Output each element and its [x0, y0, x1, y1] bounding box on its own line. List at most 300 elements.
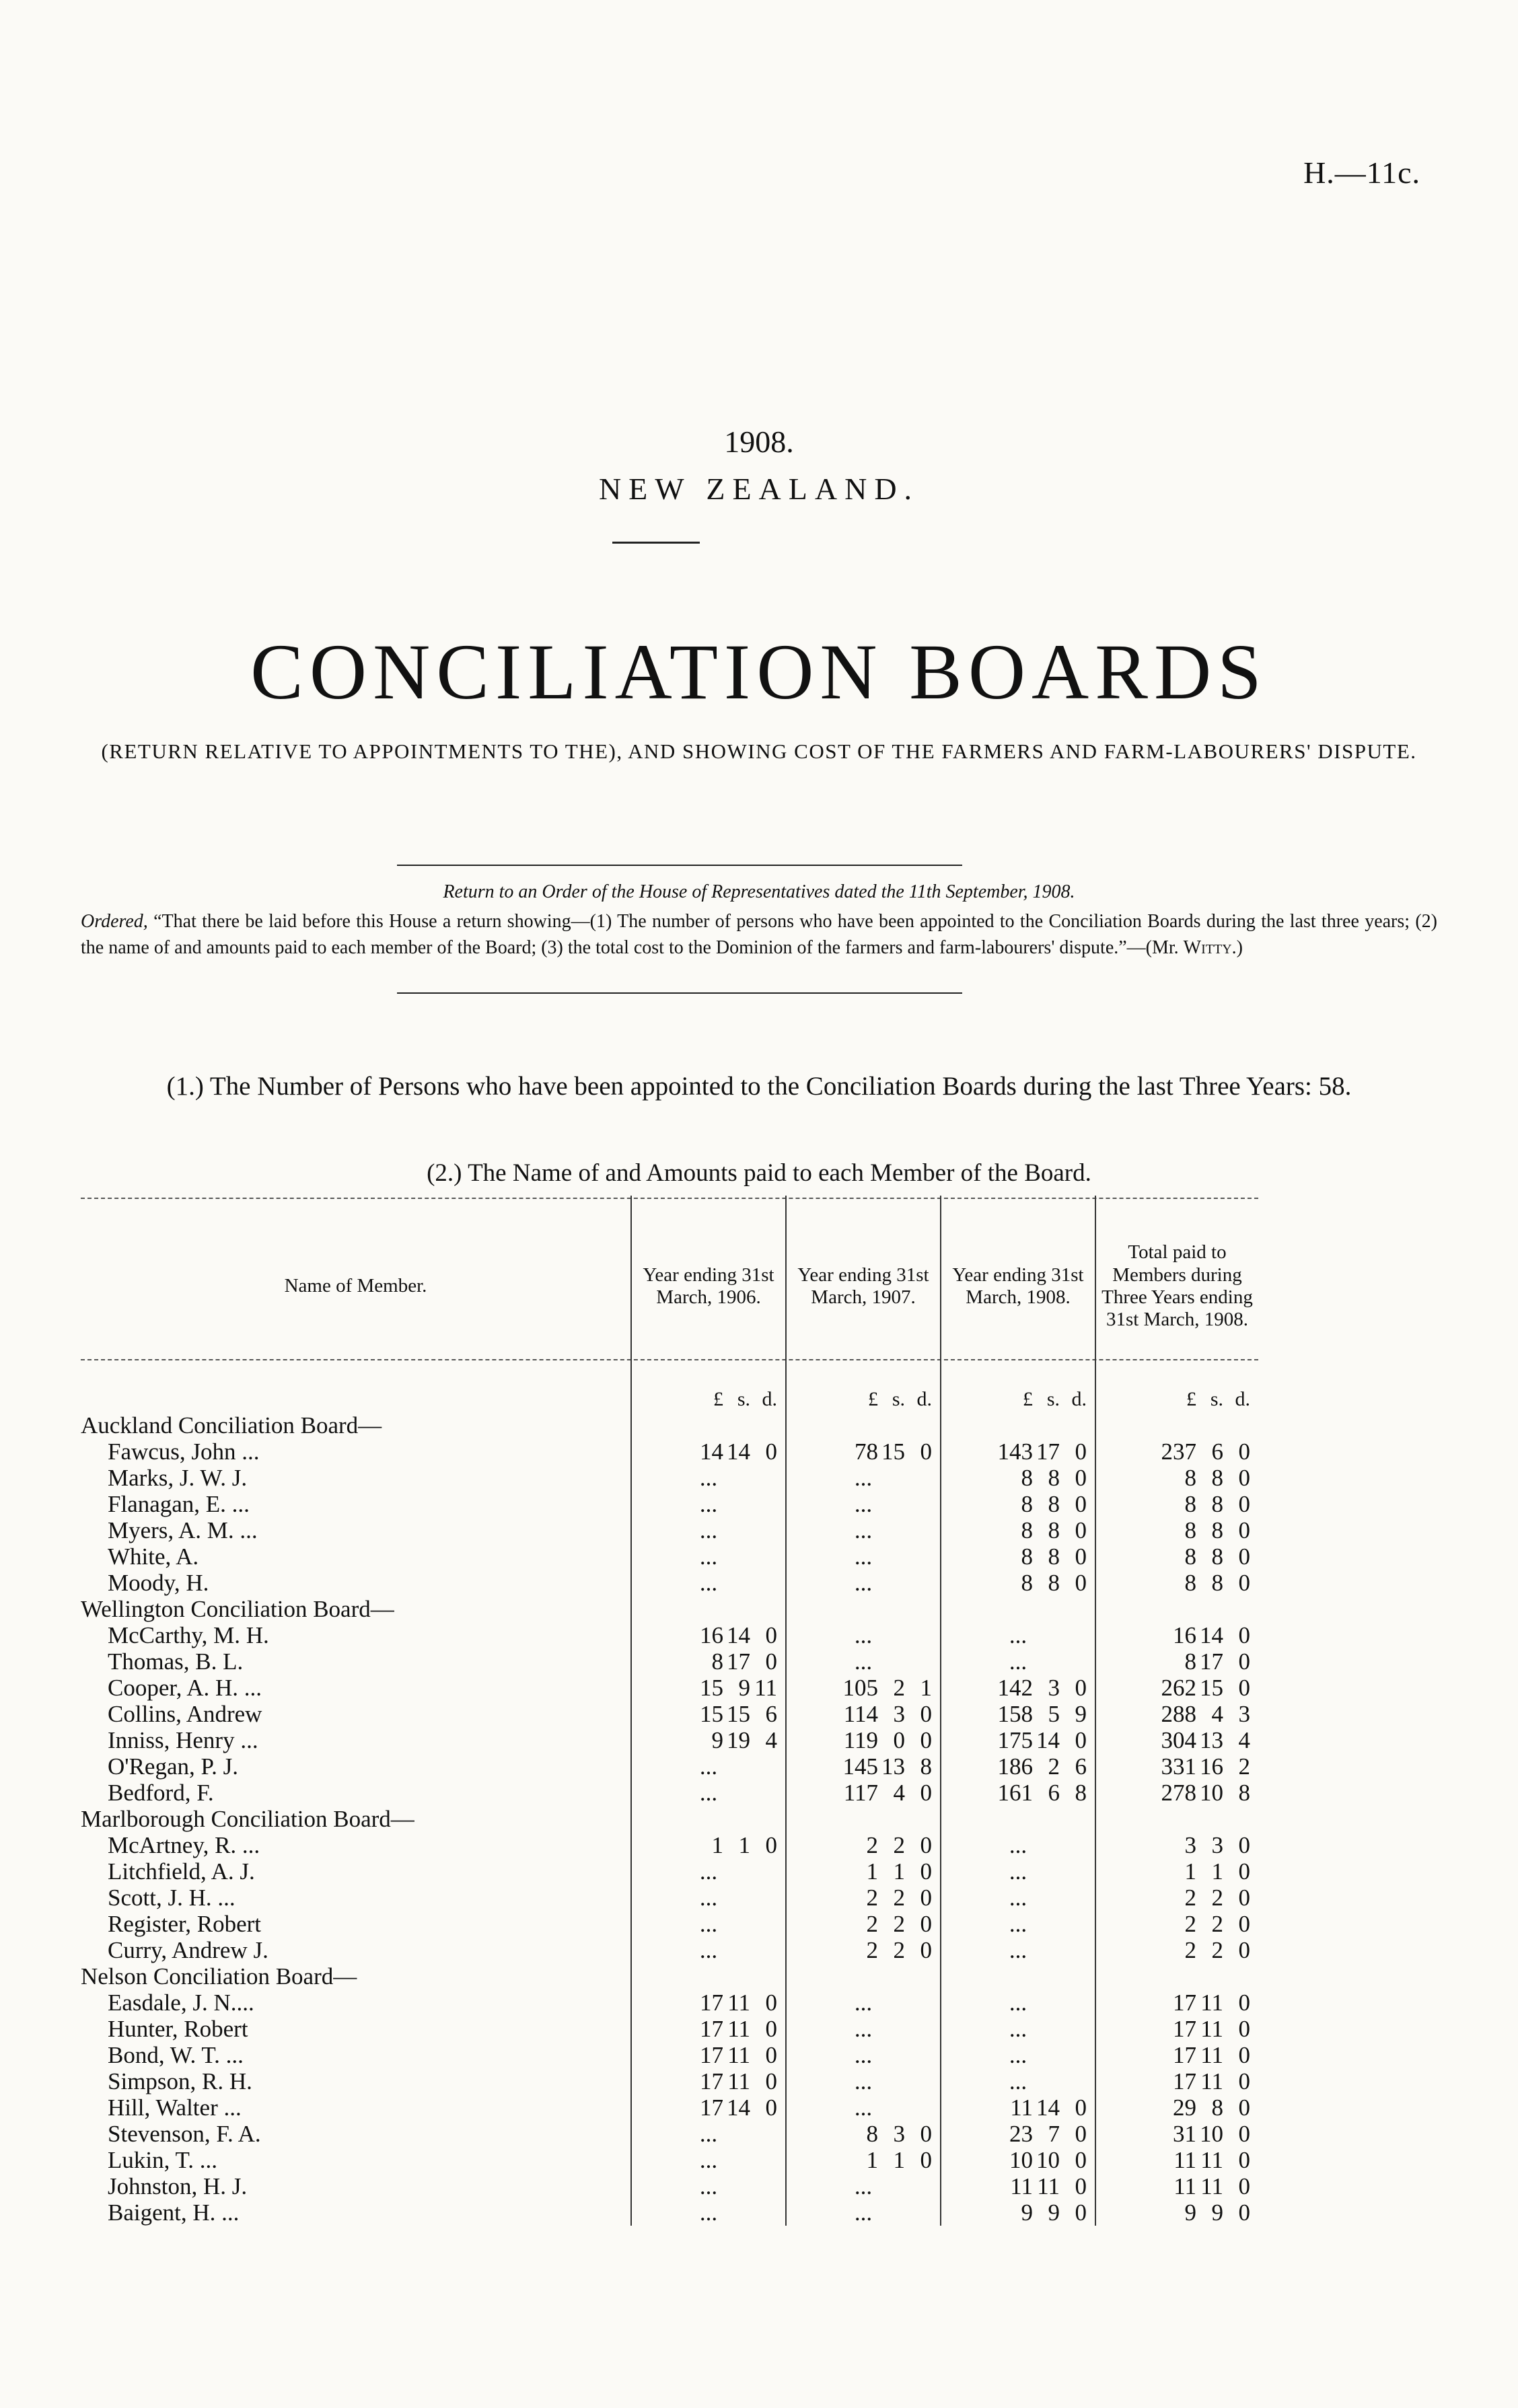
member-name: Litchfield, A. J.	[108, 1858, 255, 1885]
no-payment-cell: ...	[941, 1911, 1095, 1937]
pence: 8	[1238, 1780, 1250, 1806]
pounds: 16	[700, 1622, 723, 1648]
header-1906: Year ending 31st March, 1906.	[631, 1196, 786, 1377]
amount-total	[1095, 2199, 1258, 2226]
pence: 0	[1075, 2147, 1087, 2173]
shillings: 15	[727, 1701, 750, 1727]
member-name: McCarthy, M. H.	[108, 1622, 269, 1648]
amount-total	[1095, 2016, 1258, 2042]
pounds: 8	[1021, 1465, 1033, 1491]
pounds: 11	[1010, 2173, 1033, 2199]
pence: 0	[1238, 1543, 1250, 1570]
table-row	[81, 1753, 1258, 1780]
member-name: White, A.	[108, 1543, 199, 1570]
empty-cell	[941, 1596, 1095, 1622]
amount-total	[1095, 2068, 1258, 2094]
amount-total	[1095, 1885, 1258, 1911]
amount-total	[1095, 1727, 1258, 1753]
pence: 0	[1238, 2147, 1250, 2173]
shillings: 10	[1200, 2121, 1223, 2147]
section-1-heading: (1.) The Number of Persons who have been appointed to the Conciliation Boards during the last Three Years: 58.	[166, 1072, 1352, 1101]
shillings: 3	[1211, 1832, 1223, 1858]
shillings: 2	[1211, 1937, 1223, 1963]
pence: 4	[1238, 1727, 1250, 1753]
pounds: 8	[1021, 1543, 1033, 1570]
shillings: 11	[727, 2016, 750, 2042]
shillings: 14	[727, 1622, 750, 1648]
pence: 0	[765, 1438, 777, 1465]
member-name: Hunter, Robert	[108, 2016, 248, 2042]
pounds: 2	[1184, 1885, 1196, 1911]
pounds: 17	[700, 2016, 723, 2042]
pence: 0	[1238, 1675, 1250, 1701]
pounds: 17	[700, 2042, 723, 2068]
shillings: 8	[1211, 1543, 1223, 1570]
shillings: 0	[893, 1727, 905, 1753]
units-total	[1095, 1377, 1258, 1412]
pence: 0	[1238, 2016, 1250, 2042]
amount-y1908	[941, 1780, 1095, 1806]
amount-y1908	[941, 1753, 1095, 1780]
empty-cell	[1095, 1806, 1258, 1832]
amount-y1908	[941, 2094, 1095, 2121]
divider	[397, 992, 962, 994]
shillings: 11	[1037, 2173, 1060, 2199]
unit-label: s.	[892, 1388, 905, 1410]
member-name: Bedford, F.	[108, 1780, 214, 1806]
pence: 0	[765, 2042, 777, 2068]
pence: 0	[765, 2068, 777, 2094]
no-payment-cell: ...	[941, 1937, 1095, 1963]
amount-total	[1095, 1438, 1258, 1465]
amount-y1908	[941, 1491, 1095, 1517]
empty-cell	[1095, 1963, 1258, 1990]
member-name: O'Regan, P. J.	[108, 1753, 238, 1780]
member-name: Flanagan, E. ...	[108, 1491, 250, 1517]
pence: 0	[1238, 1858, 1250, 1885]
board-name: Nelson Conciliation Board—	[81, 1963, 357, 1990]
amount-total	[1095, 1990, 1258, 2016]
table-row	[81, 1911, 1258, 1937]
table-row	[81, 2199, 1258, 2226]
amount-y1906	[631, 1727, 786, 1753]
unit-label: £	[868, 1388, 878, 1410]
table-row	[81, 2094, 1258, 2121]
pence: 0	[1238, 2094, 1250, 2121]
return-order-line: Return to an Order of the House of Representatives dated the 11th September, 1908.	[443, 881, 1075, 902]
pence: 0	[1075, 2173, 1087, 2199]
shillings: 8	[1048, 1465, 1060, 1491]
member-name: Myers, A. M. ...	[108, 1517, 258, 1543]
member-name: Stevenson, F. A.	[108, 2121, 261, 2147]
units-y1907	[786, 1377, 941, 1412]
no-payment-cell: ...	[631, 1543, 786, 1570]
pounds: 2	[866, 1832, 878, 1858]
no-payment-cell: ...	[631, 1937, 786, 1963]
pence: 0	[1075, 2199, 1087, 2226]
shillings: 1	[893, 1858, 905, 1885]
no-payment-cell: ...	[941, 1622, 1095, 1648]
pence: 9	[1075, 1701, 1087, 1727]
shillings: 8	[1048, 1491, 1060, 1517]
member-name: Cooper, A. H. ...	[108, 1675, 262, 1701]
document-year: 1908.	[724, 425, 794, 459]
pounds: 78	[855, 1438, 878, 1465]
amount-y1907	[786, 1701, 941, 1727]
shillings: 9	[1211, 2199, 1223, 2226]
pence: 0	[1238, 2042, 1250, 2068]
pounds: 9	[711, 1727, 723, 1753]
table-row	[81, 1675, 1258, 1701]
amount-y1906	[631, 2042, 786, 2068]
ordered-end: .)	[1231, 937, 1243, 959]
board-name: Marlborough Conciliation Board—	[81, 1806, 414, 1832]
amount-y1906	[631, 1648, 786, 1675]
document-reference: H.—11c.	[1303, 155, 1420, 190]
no-payment-cell: ...	[631, 1753, 786, 1780]
board-name: Auckland Conciliation Board—	[81, 1412, 382, 1438]
amount-y1908	[941, 2147, 1095, 2173]
pence: 0	[765, 2094, 777, 2121]
pence: 0	[1075, 1570, 1087, 1596]
amount-total	[1095, 2173, 1258, 2199]
shillings: 3	[893, 2121, 905, 2147]
amount-total	[1095, 2147, 1258, 2173]
amount-total	[1095, 1622, 1258, 1648]
empty-cell	[1095, 1596, 1258, 1622]
amount-total	[1095, 1753, 1258, 1780]
shillings: 17	[1200, 1648, 1223, 1675]
board-group-row	[81, 1963, 1258, 1990]
no-payment-cell: ...	[941, 2042, 1095, 2068]
member-name: Scott, J. H. ...	[108, 1885, 236, 1911]
shillings: 2	[893, 1911, 905, 1937]
amount-total	[1095, 1911, 1258, 1937]
page-title: CONCILIATION BOARDS	[250, 628, 1268, 716]
pounds: 9	[1021, 2199, 1033, 2226]
pounds: 143	[997, 1438, 1033, 1465]
pounds: 142	[997, 1675, 1033, 1701]
member-name: Bond, W. T. ...	[108, 2042, 244, 2068]
pounds: 288	[1161, 1701, 1196, 1727]
pounds: 29	[1173, 2094, 1196, 2121]
shillings: 14	[1200, 1622, 1223, 1648]
pence: 0	[1075, 1517, 1087, 1543]
amount-y1908	[941, 1701, 1095, 1727]
divider	[612, 542, 700, 544]
empty-cell	[786, 1412, 941, 1438]
empty-cell	[1095, 1412, 1258, 1438]
member-name: Marks, J. W. J.	[108, 1465, 248, 1491]
table-row	[81, 1780, 1258, 1806]
amount-y1908	[941, 2121, 1095, 2147]
pence: 0	[1238, 1648, 1250, 1675]
unit-label: d.	[1235, 1388, 1250, 1410]
pence: 0	[920, 1858, 932, 1885]
shillings: 14	[1036, 2094, 1060, 2121]
pounds: 304	[1161, 1727, 1196, 1753]
pounds: 8	[711, 1648, 723, 1675]
pence: 0	[920, 1701, 932, 1727]
no-payment-cell: ...	[631, 1858, 786, 1885]
amount-y1907	[786, 1858, 941, 1885]
table-row	[81, 1832, 1258, 1858]
no-payment-cell: ...	[941, 1648, 1095, 1675]
amount-y1907	[786, 2121, 941, 2147]
pence: 0	[920, 1911, 932, 1937]
section-2-heading: (2.) The Name of and Amounts paid to each Member of the Board.	[427, 1159, 1091, 1187]
pence: 0	[1238, 1570, 1250, 1596]
amount-total	[1095, 2094, 1258, 2121]
member-name: Inniss, Henry ...	[108, 1727, 258, 1753]
shillings: 9	[1048, 2199, 1060, 2226]
no-payment-cell: ...	[631, 2199, 786, 2226]
pence: 3	[1238, 1701, 1250, 1727]
no-payment-cell: ...	[786, 2173, 941, 2199]
pence: 0	[920, 1780, 932, 1806]
shillings: 8	[1211, 1465, 1223, 1491]
shillings: 7	[1048, 2121, 1060, 2147]
pounds: 8	[1184, 1543, 1196, 1570]
pounds: 2	[1184, 1937, 1196, 1963]
empty-cell	[631, 1806, 786, 1832]
pence: 0	[1075, 1491, 1087, 1517]
pounds: 1	[1184, 1858, 1196, 1885]
pounds: 1	[866, 1858, 878, 1885]
shillings: 15	[1200, 1675, 1223, 1701]
shillings: 8	[1211, 2094, 1223, 2121]
amount-total	[1095, 1675, 1258, 1701]
pence: 0	[920, 1937, 932, 1963]
amount-y1908	[941, 1727, 1095, 1753]
shillings: 2	[893, 1937, 905, 1963]
no-payment-cell: ...	[786, 2094, 941, 2121]
pounds: 158	[997, 1701, 1033, 1727]
pounds: 23	[1009, 2121, 1033, 2147]
shillings: 6	[1211, 1438, 1223, 1465]
shillings: 14	[727, 2094, 750, 2121]
table-row	[81, 1727, 1258, 1753]
amount-y1906	[631, 2094, 786, 2121]
pence: 0	[1075, 2121, 1087, 2147]
amount-y1906	[631, 1438, 786, 1465]
table-row	[81, 1937, 1258, 1963]
no-payment-cell: ...	[941, 1990, 1095, 2016]
pence: 0	[1238, 2173, 1250, 2199]
amount-y1906	[631, 1990, 786, 2016]
pence: 0	[920, 1727, 932, 1753]
no-payment-cell: ...	[786, 2016, 941, 2042]
pounds: 8	[1021, 1491, 1033, 1517]
pence: 2	[1238, 1753, 1250, 1780]
amount-total	[1095, 1465, 1258, 1491]
shillings: 2	[893, 1885, 905, 1911]
shillings: 6	[1048, 1780, 1060, 1806]
amount-y1906	[631, 2068, 786, 2094]
amount-y1907	[786, 2147, 941, 2173]
shillings: 9	[738, 1675, 750, 1701]
amount-total	[1095, 1937, 1258, 1963]
shillings: 8	[1211, 1517, 1223, 1543]
pounds: 10	[1009, 2147, 1033, 2173]
shillings: 1	[1211, 1858, 1223, 1885]
shillings: 11	[1200, 2016, 1223, 2042]
pounds: 31	[1173, 2121, 1196, 2147]
shillings: 1	[738, 1832, 750, 1858]
pence: 6	[1075, 1753, 1087, 1780]
shillings: 1	[893, 2147, 905, 2173]
member-name: Collins, Andrew	[108, 1701, 262, 1727]
amount-y1906	[631, 1832, 786, 1858]
pence: 0	[920, 1438, 932, 1465]
no-payment-cell: ...	[631, 1911, 786, 1937]
pence: 0	[1238, 1622, 1250, 1648]
amount-y1908	[941, 2199, 1095, 2226]
pounds: 1	[866, 2147, 878, 2173]
pence: 1	[920, 1675, 932, 1701]
shillings: 19	[727, 1727, 750, 1753]
no-payment-cell: ...	[786, 1570, 941, 1596]
ordered-paragraph	[81, 908, 1437, 961]
table-header-row	[81, 1196, 1258, 1377]
pounds: 161	[997, 1780, 1033, 1806]
shillings: 8	[1048, 1517, 1060, 1543]
pence: 11	[754, 1675, 777, 1701]
pence: 0	[1238, 1491, 1250, 1517]
amount-y1908	[941, 1438, 1095, 1465]
pence: 0	[1238, 1438, 1250, 1465]
amount-y1908	[941, 1570, 1095, 1596]
pence: 0	[920, 1832, 932, 1858]
members-table-container	[81, 1196, 1258, 2226]
pounds: 175	[997, 1727, 1033, 1753]
member-name: Simpson, R. H.	[108, 2068, 252, 2094]
unit-label: d.	[1071, 1388, 1087, 1410]
pounds: 237	[1161, 1438, 1196, 1465]
shillings: 2	[1211, 1911, 1223, 1937]
ordered-text: “That there be laid before this House a return showing—(1) The number of persons who have been appointed to the Conciliation Boards during the last three years; (2) the name of and amounts paid to each member of the Board; (3) the total cost to the Dominion of the farmers and farm-labourers' dispute.”—(Mr.	[81, 911, 1438, 959]
header-name: Name of Member.	[284, 1275, 427, 1297]
no-payment-cell: ...	[786, 1491, 941, 1517]
no-payment-cell: ...	[631, 1780, 786, 1806]
member-name: Johnston, H. J.	[108, 2173, 248, 2199]
amount-y1907	[786, 1753, 941, 1780]
pence: 0	[1238, 1832, 1250, 1858]
pence: 8	[1075, 1780, 1087, 1806]
shillings: 8	[1211, 1491, 1223, 1517]
empty-cell	[786, 1806, 941, 1832]
unit-label: £	[713, 1388, 723, 1410]
pounds: 11	[1173, 2147, 1196, 2173]
shillings: 13	[1200, 1727, 1223, 1753]
amount-y1908	[941, 2173, 1095, 2199]
shillings: 2	[893, 1675, 905, 1701]
pounds: 16	[1173, 1622, 1196, 1648]
amount-y1906	[631, 1701, 786, 1727]
no-payment-cell: ...	[631, 1885, 786, 1911]
table-body	[81, 1377, 1258, 2226]
shillings: 16	[1200, 1753, 1223, 1780]
empty-cell	[631, 1596, 786, 1622]
amount-total	[1095, 1648, 1258, 1675]
amount-y1908	[941, 1517, 1095, 1543]
header-1908: Year ending 31st March, 1908.	[941, 1196, 1095, 1377]
pounds: 186	[997, 1753, 1033, 1780]
shillings: 3	[1048, 1675, 1060, 1701]
pounds: 17	[1173, 1990, 1196, 2016]
no-payment-cell: ...	[631, 1517, 786, 1543]
pence: 0	[1238, 1990, 1250, 2016]
ordered-label: Ordered,	[81, 911, 148, 932]
member-name: Fawcus, John ...	[108, 1438, 260, 1465]
pounds: 2	[866, 1937, 878, 1963]
pence: 0	[765, 1648, 777, 1675]
pounds: 11	[1010, 2094, 1033, 2121]
table-row	[81, 1517, 1258, 1543]
amount-y1907	[786, 1438, 941, 1465]
amount-y1908	[941, 1465, 1095, 1491]
pounds: 114	[843, 1701, 878, 1727]
amount-y1907	[786, 1937, 941, 1963]
pence: 6	[765, 1701, 777, 1727]
pence: 0	[765, 1990, 777, 2016]
table-row	[81, 1622, 1258, 1648]
shillings: 17	[727, 1648, 750, 1675]
pounds: 9	[1184, 2199, 1196, 2226]
shillings: 5	[1048, 1701, 1060, 1727]
pounds: 17	[1173, 2068, 1196, 2094]
pence: 0	[1238, 1465, 1250, 1491]
shillings: 8	[1211, 1570, 1223, 1596]
pounds: 14	[700, 1438, 723, 1465]
shillings: 11	[1200, 2147, 1223, 2173]
pence: 0	[1238, 1937, 1250, 1963]
pounds: 8	[1184, 1491, 1196, 1517]
pounds: 17	[700, 2094, 723, 2121]
shillings: 11	[727, 2042, 750, 2068]
no-payment-cell: ...	[941, 2016, 1095, 2042]
pence: 0	[1075, 1727, 1087, 1753]
pence: 0	[920, 2121, 932, 2147]
amount-y1907	[786, 1675, 941, 1701]
amount-y1907	[786, 1727, 941, 1753]
table-row	[81, 1701, 1258, 1727]
pounds: 17	[700, 2068, 723, 2094]
pence: 0	[1075, 1465, 1087, 1491]
no-payment-cell: ...	[786, 2199, 941, 2226]
amount-y1907	[786, 1832, 941, 1858]
table-row	[81, 1491, 1258, 1517]
page-subtitle: (RETURN RELATIVE TO APPOINTMENTS TO THE), AND SHOWING COST OF THE FARMERS AND FARM-LABOURERS' DISPUTE.	[101, 739, 1417, 763]
no-payment-cell: ...	[786, 2042, 941, 2068]
amount-y1906	[631, 1675, 786, 1701]
amount-y1907	[786, 1885, 941, 1911]
pounds: 15	[700, 1675, 723, 1701]
no-payment-cell: ...	[786, 1990, 941, 2016]
amount-y1906	[631, 2016, 786, 2042]
no-payment-cell: ...	[786, 2068, 941, 2094]
no-payment-cell: ...	[786, 1648, 941, 1675]
units-spacer	[81, 1377, 631, 1412]
amount-y1906	[631, 1622, 786, 1648]
no-payment-cell: ...	[631, 1491, 786, 1517]
amount-y1908	[941, 1543, 1095, 1570]
no-payment-cell: ...	[786, 1622, 941, 1648]
shillings: 11	[727, 2068, 750, 2094]
empty-cell	[786, 1963, 941, 1990]
pence: 0	[765, 2016, 777, 2042]
pence: 0	[1075, 2094, 1087, 2121]
